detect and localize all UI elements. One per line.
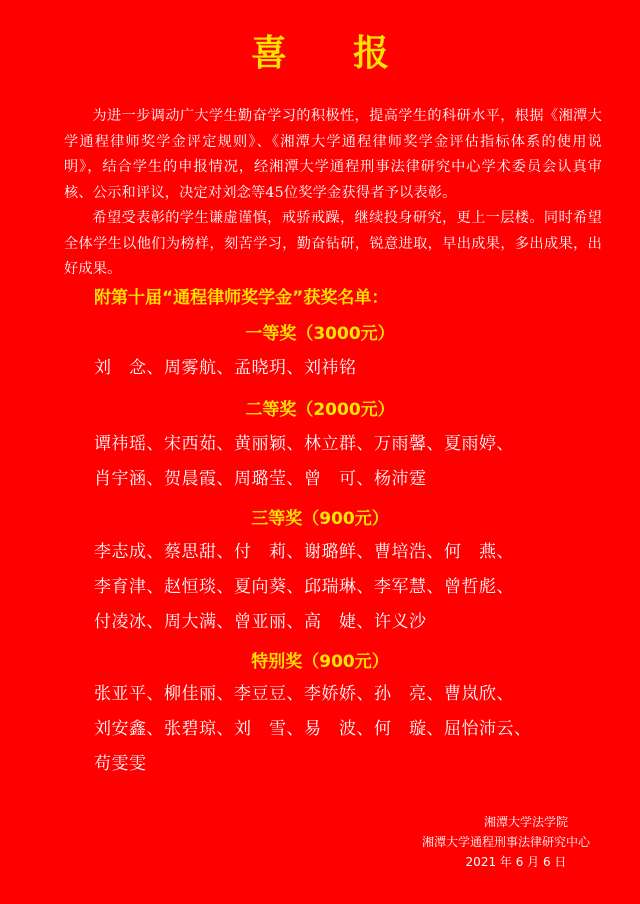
name-line: 李志成、蔡思甜、付 莉、谢璐鲜、曹培浩、何 燕、 [94,542,514,562]
intro-text [64,104,602,283]
award-first-prize [0,323,640,345]
name-line: 李育津、赵恒琰、夏向葵、邱瑞琳、李军慧、曾哲彪、 [94,577,514,597]
signature-center: 湘潭大学通程刑事法律研究中心 [421,835,590,849]
name-line: 苟雯雯 [94,754,147,774]
award-special-prize [0,651,640,673]
award-special-names [94,677,574,782]
award-title: 特别奖（900元） [251,652,389,672]
intro-paragraph-2: 希望受表彰的学生谦虚谨慎，戒骄戒躁，继续投身研究，更上一层楼。同时希望全体学生以他们为榜样，刻苦学习，勤奋钻研，锐意进取，早出成果，多出成果，出好成果。 [64,210,602,277]
winners-list-heading: 附第十届“通程律师奖学金”获奖名单： [94,288,389,308]
name-line: 刘 念、周雾航、孟晓玥、刘祎铭 [94,358,357,378]
name-line: 谭祎瑶、宋西茹、黄丽颖、林立群、万雨馨、夏雨婷、 [94,434,514,454]
name-line: 刘安鑫、张碧琼、刘 雪、易 波、何 璇、屈怡沛云、 [94,719,532,739]
award-second-names [94,427,574,497]
name-line: 张亚平、柳佳丽、李豆豆、李娇娇、孙 亮、曹岚欣、 [94,684,514,704]
award-second-prize [0,399,640,421]
name-line: 付凌冰、周大满、曾亚丽、高 婕、许义沙 [94,612,427,632]
title-char-2: 报 [353,33,390,74]
intro-paragraph-1: 为进一步调动广大学生勤奋学习的积极性，提高学生的科研水平，根据《湘潭大学通程律师奖学金评定规则》、《湘潭大学通程律师奖学金评估指标体系的使用说明》，结合学生的申报情况，经湘潭大学通程刑事法律研究中心学术委员会认真审核、公示和评议，决定对刘念等45位奖学金获得者予以表彰。 [64,108,602,201]
name-line: 肖宇涵、贺晨霞、周璐莹、曾 可、杨沛霆 [94,469,427,489]
page-title [0,30,640,78]
award-title: 一等奖（3000元） [245,324,395,344]
signature-date: 2021 年 6 月 6 日 [465,855,567,869]
award-title: 二等奖（2000元） [245,400,395,420]
title-char-1: 喜 [250,33,287,74]
signature-school: 湘潭大学法学院 [483,815,568,829]
award-first-names [94,351,574,386]
award-third-names [94,535,574,640]
award-title: 三等奖（900元） [251,509,389,529]
signature-block [422,812,590,872]
award-third-prize [0,508,640,530]
